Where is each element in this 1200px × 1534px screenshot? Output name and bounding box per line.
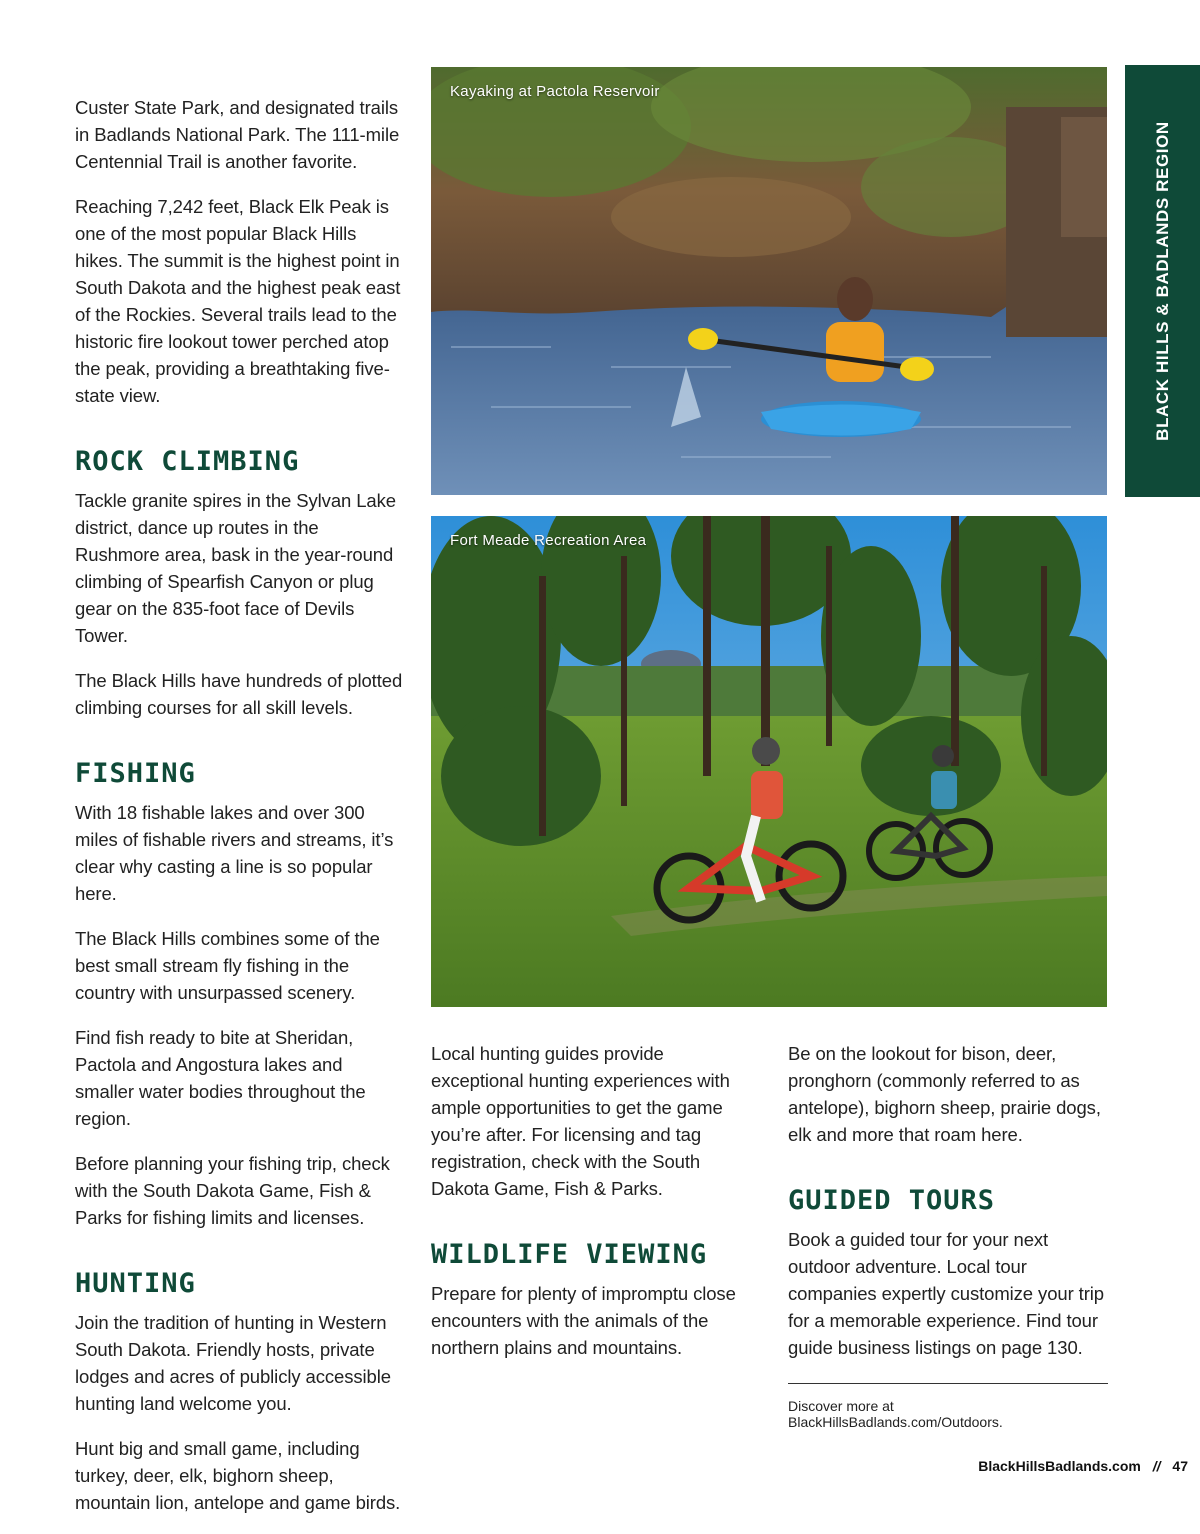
intro-paragraph-2: Reaching 7,242 feet, Black Elk Peak is one of the most popular Black Hills hikes. The summit is the highest point in South Dakota and the highest peak east of the Rockies. Several trails lead to the historic fire lookout tower perched atop the peak, providing a breathtaking five-state view.	[75, 196, 401, 406]
wildlife-continued-paragraph: Be on the lookout for bison, deer, pronghorn (commonly referred to as antelope), bighorn sheep, prairie dogs, elk and more that roam here.	[788, 1043, 1101, 1145]
wildlife-viewing-heading: WILDLIFE VIEWING	[431, 1239, 708, 1270]
biking-caption: Fort Meade Recreation Area	[450, 532, 647, 549]
region-tab	[1125, 65, 1200, 497]
left-column	[75, 94, 405, 1534]
footer-site[interactable]: BlackHillsBadlands.com	[978, 1458, 1141, 1474]
kayak-photo	[431, 67, 1107, 495]
discover-divider	[788, 1383, 1108, 1384]
biking-illustration	[431, 516, 1107, 1007]
fishing-paragraph-1: With 18 fishable lakes and over 300 miles of fishable rivers and streams, it’s clear why casting a line is so popular here.	[75, 802, 394, 904]
hunting-paragraph-1: Join the tradition of hunting in Western South Dakota. Friendly hosts, private lodges and acres of publicly accessible hunting land welcome you.	[75, 1312, 391, 1414]
rock-climbing-paragraph-2: The Black Hills have hundreds of plotted climbing courses for all skill levels.	[75, 670, 403, 718]
wildlife-paragraph-1: Prepare for plenty of impromptu close encounters with the animals of the northern plains and mountains.	[431, 1283, 736, 1358]
page-number: 47	[1172, 1458, 1188, 1474]
region-tab-label: BLACK HILLS & BADLANDS REGION	[1152, 121, 1172, 441]
footer-separator: //	[1152, 1458, 1161, 1474]
right-column	[788, 1040, 1108, 1430]
intro-paragraph-1: Custer State Park, and designated trails in Badlands National Park. The 111-mile Centennial Trail is another favorite.	[75, 97, 400, 172]
biking-photo	[431, 516, 1107, 1007]
hunting-paragraph-2: Hunt big and small game, including turkey, deer, elk, bighorn sheep, mountain lion, antelope and game birds.	[75, 1438, 401, 1513]
page-footer	[978, 1458, 1188, 1474]
discover-more-link[interactable]: Discover more at BlackHillsBadlands.com/Outdoors.	[788, 1398, 1003, 1430]
middle-column	[431, 1040, 761, 1379]
fishing-heading: FISHING	[75, 758, 196, 789]
guided-tours-heading: GUIDED TOURS	[788, 1185, 996, 1216]
fishing-paragraph-4: Before planning your fishing trip, check with the South Dakota Game, Fish & Parks for fishing limits and licenses.	[75, 1153, 390, 1228]
rock-climbing-heading: ROCK CLIMBING	[75, 446, 300, 477]
fishing-paragraph-3: Find fish ready to bite at Sheridan, Pactola and Angostura lakes and smaller water bodies throughout the region.	[75, 1027, 366, 1129]
fishing-paragraph-2: The Black Hills combines some of the best small stream fly fishing in the country with unsurpassed scenery.	[75, 928, 380, 1003]
guided-tours-paragraph-1: Book a guided tour for your next outdoor adventure. Local tour companies expertly customize your trip for a memorable experience. Find tour guide business listings on page 130.	[788, 1229, 1104, 1358]
rock-climbing-paragraph-1: Tackle granite spires in the Sylvan Lake district, dance up routes in the Rushmore area, bask in the year-round climbing of Spearfish Canyon or plug gear on the 835-foot face of Devils Tower.	[75, 490, 396, 646]
kayak-caption: Kayaking at Pactola Reservoir	[450, 83, 660, 100]
hunting-heading: HUNTING	[75, 1268, 196, 1299]
kayak-illustration	[431, 67, 1107, 495]
hunting-continued-paragraph: Local hunting guides provide exceptional hunting experiences with ample opportunities to get the game you’re after. For licensing and tag registration, check with the South Dakota Game, Fish & Parks.	[431, 1043, 730, 1199]
